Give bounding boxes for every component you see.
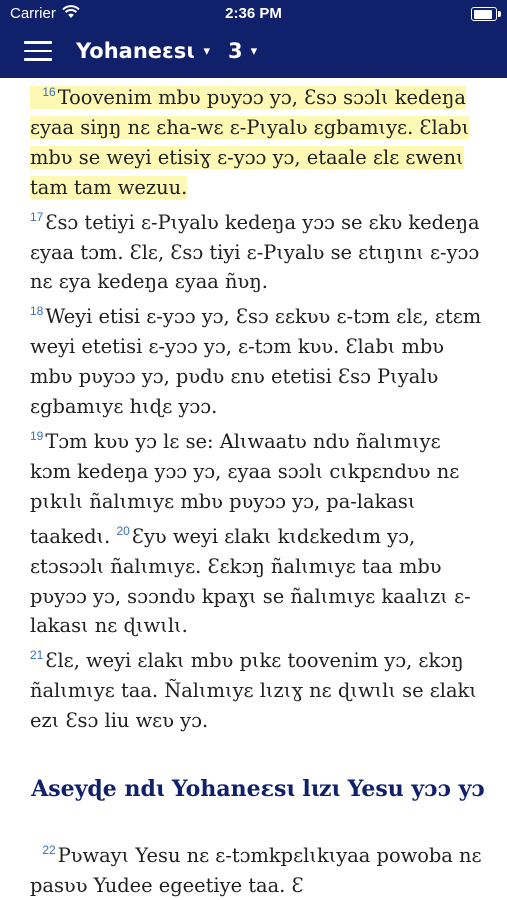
section-heading: Aseyɖe ndɩ Yohaneɛsɩ lɩzɩ Yesu yɔɔ yɔ xyxy=(31,776,485,803)
menu-line xyxy=(24,41,52,44)
chevron-down-icon: ▾ xyxy=(250,44,258,59)
verse-number[interactable]: 19 xyxy=(30,428,44,443)
verse-text: Toovenim mbʋ pʋyɔɔ yɔ, Ɛsɔ sɔɔlɩ kedeŋa ɛyaa siŋŋ nɛ ɛha-wɛ ɛ-Pɩyalʋ ɛgbamɩyɛ. Ɛlabɩ mbʋ se weyi etisiɣ ɛ-yɔɔ yɔ, etaale ɛlɛ ɛwenɩ tam tam wezuu. xyxy=(30,86,470,199)
verse-paragraph xyxy=(30,836,486,900)
menu-line xyxy=(24,58,52,61)
verse-text: Pʋwayɩ Yesu nɛ ɛ-tɔmkpɛlɩkɩyaa powoba nɛ pasʋʋ Yudee egeetiye taa. Ɛ xyxy=(30,844,482,897)
chapter-text xyxy=(30,78,486,900)
verse-text: Ɛlɛ, weyi ɛlakɩ mbʋ pɩkɛ toovenim yɔ, ɛkɔŋ ñalɩmɩyɛ taa. Ñalɩmɩyɛ lɩzɩɣ nɛ ɖɩwɩlɩ se ɛlakɩ ezɩ Ɛsɔ liu wɛʋ yɔ. xyxy=(30,649,477,733)
chapter-selector-button[interactable] xyxy=(228,39,257,63)
chevron-down-icon: ▾ xyxy=(203,44,210,59)
verse-text: Ɛyʋ weyi ɛlakɩ kɩdɛkedɩm yɔ, ɛtɔsɔɔlɩ ñalɩmɩyɛ. Ɛɛkɔŋ ñalɩmɩyɛ taa mbʋ pʋyɔɔ yɔ, sɔɔndʋ kpaɣɩ se ñalɩmɩyɛ kaalɩzɩ ɛ-lakasɩ nɛ ɖɩwɩlɩ. xyxy=(30,524,471,638)
verse-number[interactable]: 18 xyxy=(30,304,44,319)
verse-number[interactable]: 21 xyxy=(30,648,44,663)
menu-line xyxy=(24,50,52,53)
verse-text: Ɛsɔ tetiyi ɛ-Pɩyalʋ kedeŋa yɔɔ se ɛkʋ kedeŋa ɛyaa tɔm. Ɛlɛ, Ɛsɔ tiyi ɛ-Pɩyalʋ se ɛtɩŋɩnɩ ɛ-yɔɔ nɛ ɛya kedeŋa ɛyaa ñʋŋ. xyxy=(30,210,480,294)
battery-level xyxy=(474,10,492,19)
chapter-number: 3 xyxy=(228,39,243,63)
verse-number[interactable]: 22 xyxy=(42,843,56,858)
highlighted-verse[interactable] xyxy=(30,86,469,199)
status-bar xyxy=(0,0,507,28)
carrier-label: Carrier xyxy=(10,5,56,22)
book-name: Yohaneɛsɩ xyxy=(76,39,196,63)
verse-text: Tɔm kʋʋ yɔ lɛ se: Alɩwaatʋ ndʋ ñalɩmɩyɛ kɔm kedeŋa yɔɔ yɔ, ɛyaa sɔɔlɩ cɩkpɛndʋʋ nɛ pɩkɩlɩ ñalɩmɩyɛ mbʋ pʋyɔɔ yɔ, pa-lakasɩ taakedɩ. xyxy=(30,429,460,548)
top-bar xyxy=(0,0,507,78)
verse-number[interactable]: 17 xyxy=(30,209,44,224)
scripture-content[interactable] xyxy=(0,78,507,900)
status-time: 2:36 PM xyxy=(225,5,282,22)
hamburger-menu-icon[interactable] xyxy=(24,41,52,63)
book-selector-button[interactable] xyxy=(76,39,210,63)
verse-number[interactable]: 16 xyxy=(42,85,56,99)
navigation-bar xyxy=(0,28,507,78)
verse-text: Weyi etisi ɛ-yɔɔ yɔ, Ɛsɔ ɛɛkʋʋ ɛ-tɔm ɛlɛ, ɛtɛm weyi etetisi ɛ-yɔɔ yɔ, ɛ-tɔm kʋʋ. Ɛlabɩ mbʋ mbʋ pʋyɔɔ yɔ, pʋdʋ ɛnʋ etetisi Ɛsɔ Pɩyalʋ ɛgbamɩyɛ hɩɖɛ yɔɔ. xyxy=(30,305,482,419)
verse-number[interactable]: 20 xyxy=(116,523,130,538)
battery-icon xyxy=(471,7,497,21)
verse-paragraph xyxy=(30,78,486,736)
